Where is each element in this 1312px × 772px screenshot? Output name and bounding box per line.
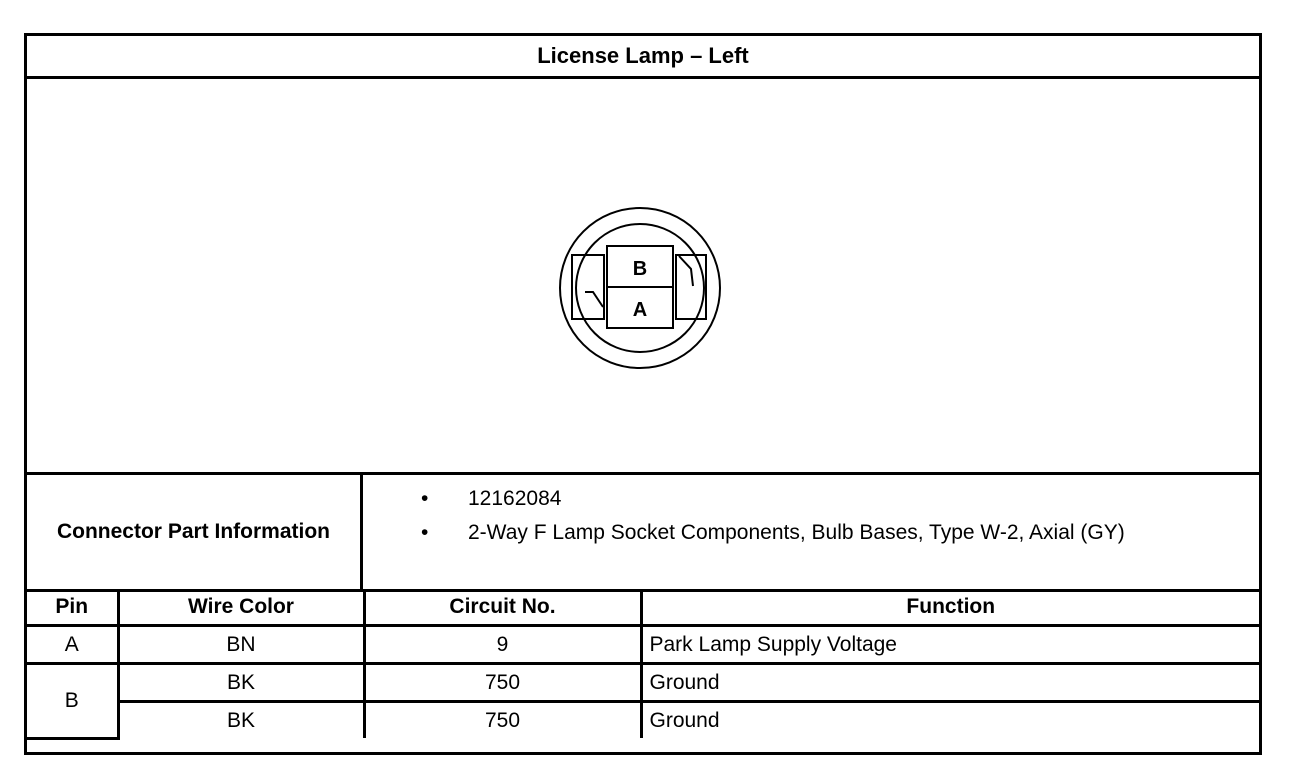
- table-row: [27, 702, 1259, 739]
- wire-color-cell: BK: [118, 702, 364, 739]
- table-header-row: [27, 589, 1259, 626]
- part-description: 2-Way F Lamp Socket Components, Bulb Bases, Type W-2, Axial (GY): [468, 521, 1125, 544]
- pin-cell: A: [27, 626, 118, 664]
- connector-right-latch: [676, 255, 706, 319]
- circuit-cell: 9: [364, 626, 641, 664]
- function-cell: Ground: [641, 664, 1259, 702]
- connector-part-info-label: Connector Part Information: [27, 475, 363, 589]
- connector-part-info-list: [366, 475, 1259, 589]
- connector-part-info-row: [27, 475, 1259, 592]
- pin-cell: B: [27, 664, 118, 739]
- pin-label-b: B: [632, 258, 648, 280]
- circuit-cell: 750: [364, 702, 641, 739]
- header-circuit-no: Circuit No.: [364, 589, 641, 626]
- table-row: [27, 664, 1259, 702]
- header-function: Function: [641, 589, 1259, 626]
- table-row: [27, 626, 1259, 664]
- page-title: License Lamp – Left: [27, 36, 1259, 79]
- wire-color-cell: BN: [118, 626, 364, 664]
- function-cell: Ground: [641, 702, 1259, 739]
- bullet-icon: •: [421, 487, 429, 510]
- connector-face-diagram: [27, 79, 1259, 472]
- function-cell: Park Lamp Supply Voltage: [641, 626, 1259, 664]
- connector-left-latch-detail: [585, 292, 603, 307]
- connector-right-latch-detail: [679, 256, 693, 286]
- wire-color-cell: BK: [118, 664, 364, 702]
- pin-table: [27, 589, 1259, 740]
- circuit-cell: 750: [364, 664, 641, 702]
- header-pin: Pin: [27, 589, 118, 626]
- connector-sheet: [24, 33, 1262, 755]
- pin-label-a: A: [632, 299, 648, 321]
- connector-diagram-panel: [27, 79, 1259, 475]
- header-wire-color: Wire Color: [118, 589, 364, 626]
- bullet-icon: •: [421, 521, 429, 544]
- part-number: 12162084: [468, 487, 562, 510]
